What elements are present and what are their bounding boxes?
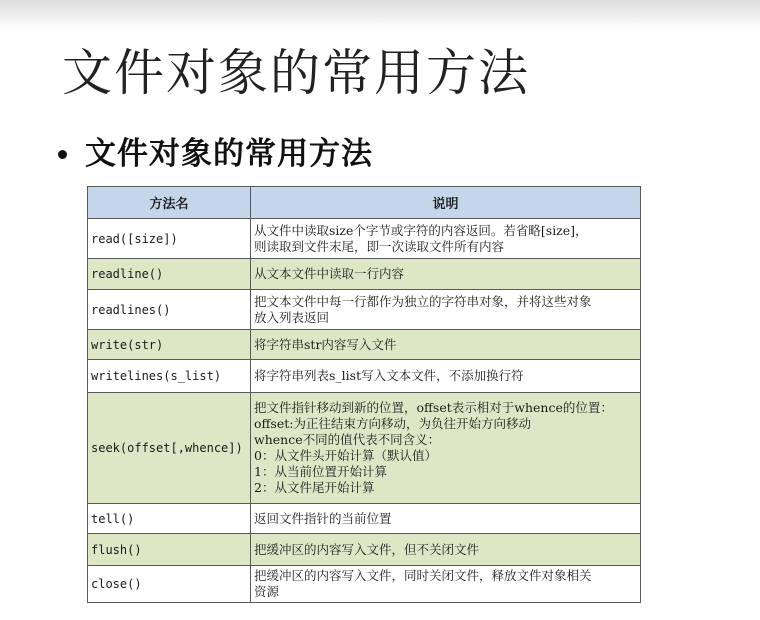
method-name-cell: flush() (88, 534, 251, 566)
table-row (88, 504, 641, 534)
table-row (88, 259, 641, 290)
methods-table (87, 186, 641, 603)
method-description-cell: 把文本文件中每一行都作为独立的字符串对象，并将这些对象 放入列表返回 (251, 290, 641, 330)
method-name-cell: read([size]) (88, 219, 251, 259)
method-description-cell: 把缓冲区的内容写入文件，同时关闭文件，释放文件对象相关 资源 (251, 566, 641, 603)
table-row (88, 360, 641, 393)
slide-title: 文件对象的常用方法 (62, 44, 530, 102)
method-description-cell: 从文本文件中读取一行内容 (251, 259, 641, 290)
table-row (88, 330, 641, 360)
header-description: 说明 (251, 187, 641, 219)
table-row (88, 290, 641, 330)
method-description-cell: 从文件中读取size个字节或字符的内容返回。若省略[size]， 则读取到文件末尾，即一次读取文件所有内容 (251, 219, 641, 259)
method-description-cell: 将字符串列表s_list写入文本文件，不添加换行符 (251, 360, 641, 393)
method-name-cell: close() (88, 566, 251, 603)
table-row (88, 566, 641, 603)
method-name-cell: readlines() (88, 290, 251, 330)
top-shadow-band (0, 0, 760, 30)
bullet-text: 文件对象的常用方法 (85, 136, 373, 172)
bullet-point (58, 132, 373, 176)
table-header-row (88, 187, 641, 219)
method-name-cell: readline() (88, 259, 251, 290)
method-name-cell: write(str) (88, 330, 251, 360)
method-name-cell: tell() (88, 504, 251, 534)
bullet-dot-icon (58, 150, 67, 159)
header-method-name: 方法名 (88, 187, 251, 219)
method-description-cell: 返回文件指针的当前位置 (251, 504, 641, 534)
method-description-cell: 将字符串str内容写入文件 (251, 330, 641, 360)
table-row (88, 393, 641, 504)
table-row (88, 219, 641, 259)
method-description-cell: 把文件指针移动到新的位置，offset表示相对于whence的位置： offset:为正往结束方向移动，为负往开始方向移动 whence不同的值代表不同含义： 0：从文件头开始计算（默认值） 1：从当前位置开始计算 2：从文件尾开始计算 (251, 393, 641, 504)
method-name-cell: seek(offset[,whence]) (88, 393, 251, 504)
method-name-cell: writelines(s_list) (88, 360, 251, 393)
method-description-cell: 把缓冲区的内容写入文件，但不关闭文件 (251, 534, 641, 566)
table-row (88, 534, 641, 566)
